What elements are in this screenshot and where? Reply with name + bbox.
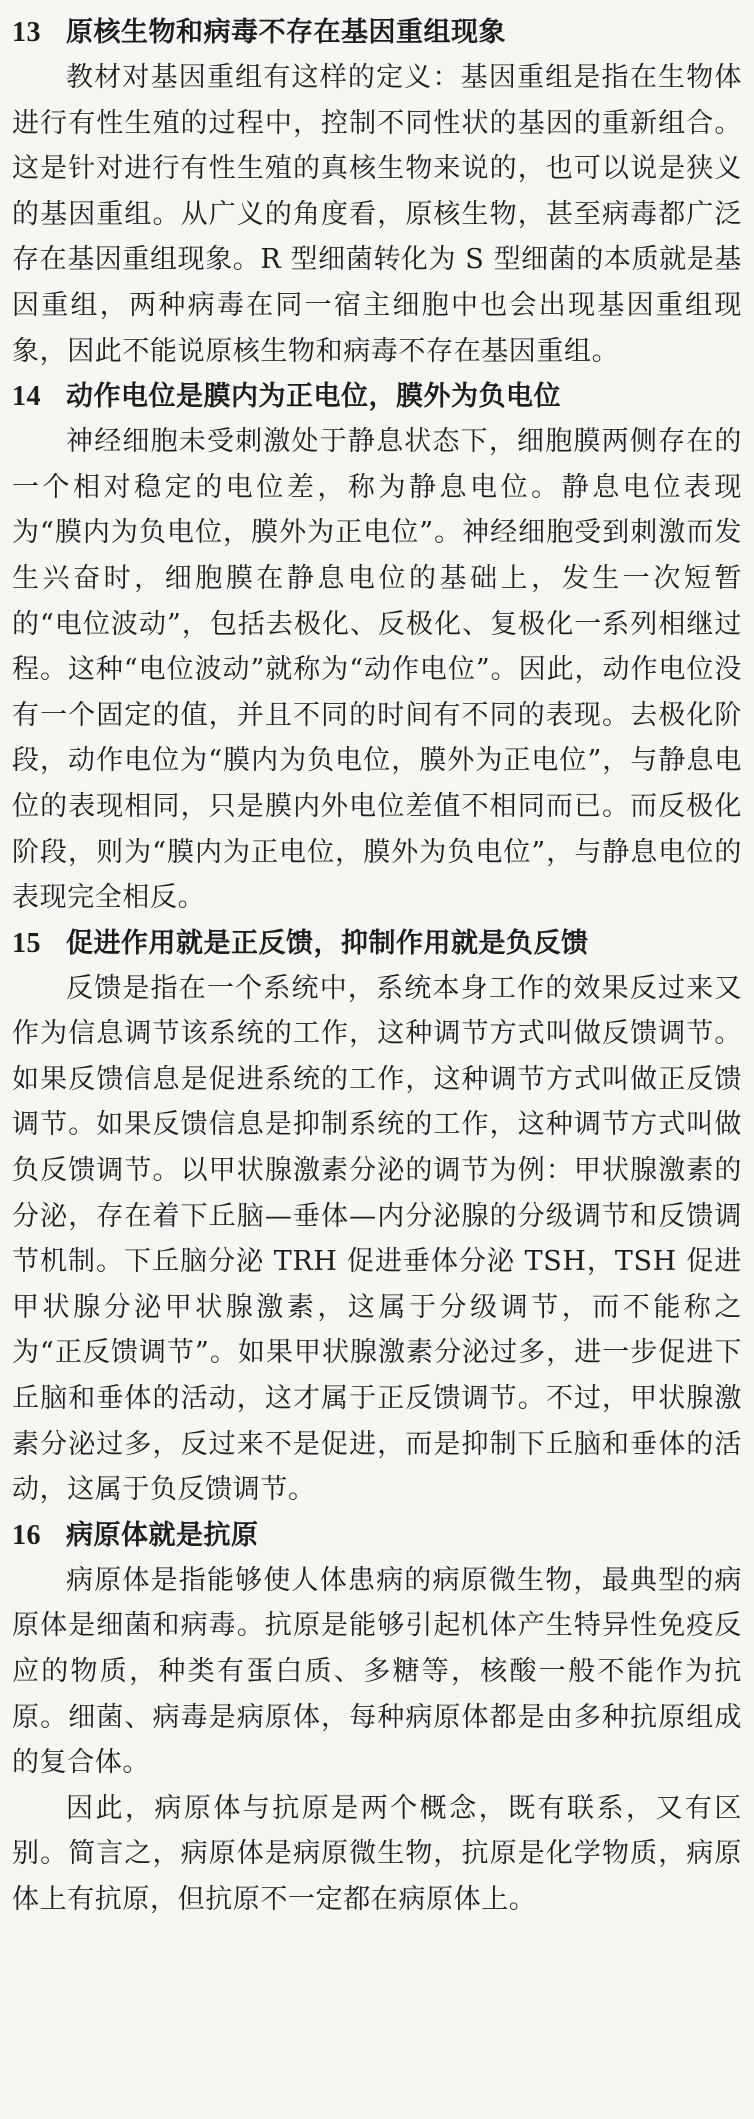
section-title: 病原体就是抗原 (66, 1519, 259, 1551)
section-title: 动作电位是膜内为正电位，膜外为负电位 (66, 381, 561, 413)
section-13 (12, 10, 742, 374)
section-number: 16 (12, 1519, 41, 1551)
section-15 (12, 921, 742, 1513)
section-heading (12, 10, 742, 55)
section-number: 14 (12, 381, 41, 413)
section-14 (12, 374, 742, 921)
section-heading (12, 921, 742, 966)
section-16 (12, 1513, 742, 1923)
section-paragraph: 因此，病原体与抗原是两个概念，既有联系，又有区别。简言之，病原体是病原微生物，抗原是化学物质，病原体上有抗原，但抗原不一定都在病原体上。 (12, 1792, 742, 1915)
section-heading (12, 374, 742, 419)
section-paragraph: 教材对基因重组有这样的定义：基因重组是指在生物体进行有性生殖的过程中，控制不同性状的基因的重新组合。这是针对进行有性生殖的真核生物来说的，也可以说是狭义的基因重组。从广义的角度看，原核生物，甚至病毒都广泛存在基因重组现象。R 型细菌转化为 S 型细菌的本质就是基因重组，两种病毒在同一宿主细胞中也会出现基因重组现象，因此不能说原核生物和病毒不存在基因重组。 (12, 62, 742, 367)
section-number: 13 (12, 17, 41, 48)
section-number: 15 (12, 927, 41, 959)
section-heading (12, 1513, 742, 1558)
section-paragraph: 反馈是指在一个系统中，系统本身工作的效果反过来又作为信息调节该系统的工作，这种调节方式叫做反馈调节。如果反馈信息是促进系统的工作，这种调节方式叫做正反馈调节。如果反馈信息是抑制系统的工作，这种调节方式叫做负反馈调节。以甲状腺激素分泌的调节为例：甲状腺激素的分泌，存在着下丘脑—垂体—内分泌腺的分级调节和反馈调节机制。下丘脑分泌 TRH 促进垂体分泌 TSH，TSH 促进甲状腺分泌甲状腺激素，这属于分级调节，而不能称之为“正反馈调节”。如果甲状腺激素分泌过多，进一步促进下丘脑和垂体的活动，这才属于正反馈调节。不过，甲状腺激素分泌过多，反过来不是促进，而是抑制下丘脑和垂体的活动，这属于负反馈调节。 (12, 972, 742, 1506)
section-title: 促进作用就是正反馈，抑制作用就是负反馈 (66, 927, 589, 959)
section-title: 原核生物和病毒不存在基因重组现象 (66, 17, 506, 48)
section-paragraph: 病原体是指能够使人体患病的病原微生物，最典型的病原体是细菌和病毒。抗原是能够引起机体产生特异性免疫反应的物质，种类有蛋白质、多糖等，核酸一般不能作为抗原。细菌、病毒是病原体，每种病原体都是由多种抗原组成的复合体。 (12, 1564, 742, 1779)
section-paragraph: 神经细胞未受刺激处于静息状态下，细胞膜两侧存在的一个相对稳定的电位差，称为静息电位。静息电位表现为“膜内为负电位，膜外为正电位”。神经细胞受到刺激而发生兴奋时，细胞膜在静息电位的基础上，发生一次短暂的“电位波动”，包括去极化、反极化、复极化一系列相继过程。这种“电位波动”就称为“动作电位”。因此，动作电位没有一个固定的值，并且不同的时间有不同的表现。去极化阶段，动作电位为“膜内为负电位，膜外为正电位”，与静息电位的表现相同，只是膜内外电位差值不相同而已。而反极化阶段，则为“膜内为正电位，膜外为负电位”，与静息电位的表现完全相反。 (12, 426, 742, 914)
